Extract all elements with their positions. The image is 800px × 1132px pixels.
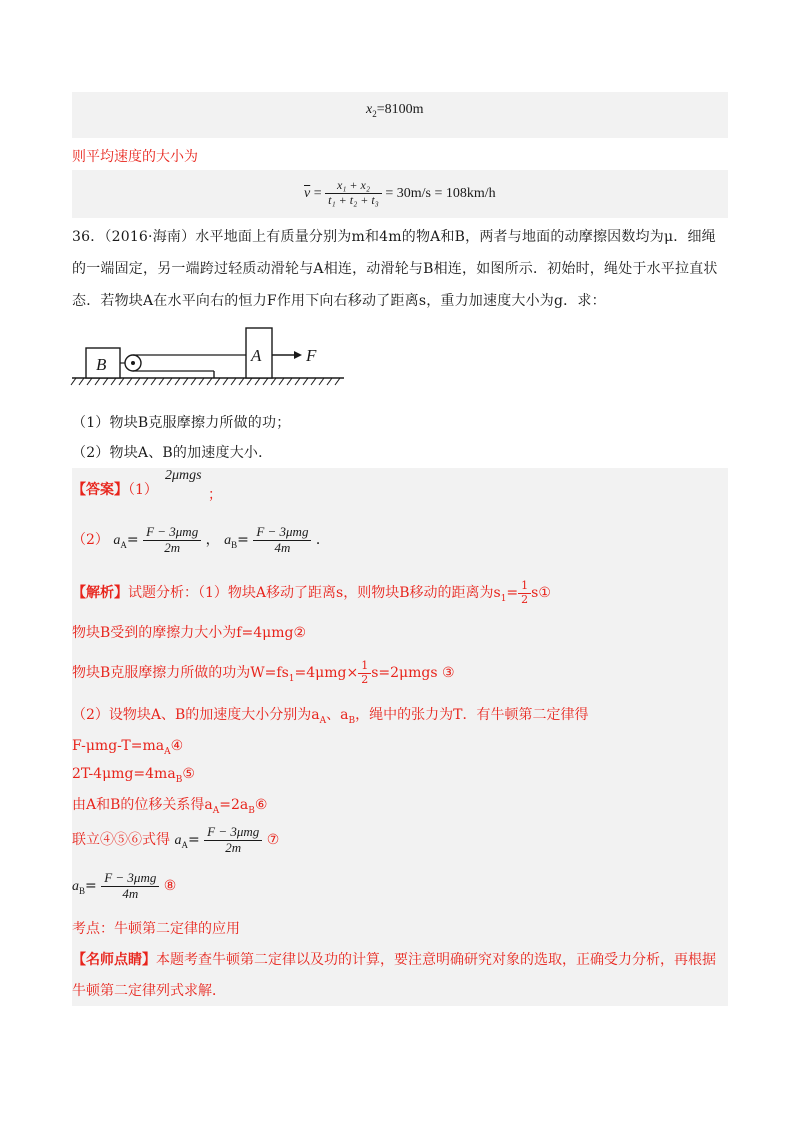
- analysis-tag: 【解析】: [72, 585, 128, 601]
- avg-label: 则平均速度的大小为: [72, 149, 198, 165]
- question-2: （2）物块A、B的加速度大小．: [72, 445, 273, 461]
- analysis-line-8: 联立④⑤⑥式得 $a_A=$ $\frac{\text{F − 3μmg}}{2m}$ ⑦: [72, 823, 280, 855]
- kaodian: 考点：牛顿第二定律的应用: [72, 921, 240, 937]
- block-b-label: B: [96, 355, 107, 374]
- tip-tag: 【名师点睛】: [72, 952, 156, 968]
- tip-line-1: 【名师点睛】本题考查牛顿第二定律以及功的计算，要注意明确研究对象的选取，正确受力分析，再根据: [72, 952, 716, 968]
- analysis-line-2: 物块B受到的摩擦力大小为f=4μmg②: [72, 625, 306, 641]
- pulley-hub: [131, 361, 135, 365]
- analysis-line-6: $2T-4\mu mg=4ma_B⑤$: [72, 766, 195, 785]
- tip-line-2: 牛顿第二定律列式求解．: [72, 983, 226, 999]
- analysis-line-4: （2）设物块A、B的加速度大小分别为$a_A$、$a_B$，绳中的张力为T．有牛顿第二定律得: [72, 707, 589, 726]
- force-arrow-head: [294, 351, 302, 359]
- analysis-line-7: 由A和B的位移关系得$a_A=2a_B⑥$: [72, 797, 268, 816]
- answer-tag: 【答案】: [72, 482, 128, 498]
- analysis-line-3: 物块B克服摩擦力所做的功为$W=fs_1=4\mu mg\times$ $\frac{1}{2}$ s=2μmgs ③: [72, 658, 455, 686]
- block-a-label: A: [251, 346, 262, 365]
- problem-line-3: 态．若物块A在水平向右的恒力F作用下向右移动了距离s，重力加速度大小为g．求：: [72, 293, 606, 309]
- avg-formula: $\overline{v}$ = $\frac{\text{x₁ + x₂}}{\text{t₁ + t₂ + t₃}}$ = 30m/s = 108km/h: [304, 178, 496, 208]
- ground: [71, 378, 344, 385]
- problem-line-1: 36．（2016·海南）水平地面上有质量分别为m和4m的物A和B，两者与地面的动摩擦因数均为μ．细绳: [72, 229, 716, 245]
- top-formula: $x_2=8100m$: [366, 102, 424, 119]
- analysis-line-5: $F-\mu mg-T=ma_A④$: [72, 738, 184, 757]
- answer-1-value: 2μmgs: [165, 468, 202, 483]
- answer-line-1: 【答案】（1）: [72, 482, 158, 498]
- answer-1-end: ；: [208, 487, 222, 503]
- force-label: F: [306, 346, 317, 365]
- answer-line-2: （2） $a_A=$ $\frac{\text{F − 3μmg}}{2m}$ ， $a_B=$ $\frac{\text{F − 3μmg}}{4m}$ ．: [72, 523, 330, 555]
- question-1: （1）物块B克服摩擦力所做的功；: [72, 415, 291, 431]
- analysis-line-1: 【解析】试题分析：（1）物块A移动了距离s，则物块B移动的距离为$s_1=$ $\frac{1}{2}$ s①: [72, 578, 551, 606]
- pulley-figure: [70, 322, 350, 388]
- problem-line-2: 的一端固定，另一端跨过轻质动滑轮与A相连，动滑轮与B相连，如图所示．初始时，绳处于水平拉直状: [72, 261, 718, 277]
- analysis-line-9: $a_B=$ $\frac{\text{F − 3μmg}}{4m}$ ⑧: [72, 869, 177, 901]
